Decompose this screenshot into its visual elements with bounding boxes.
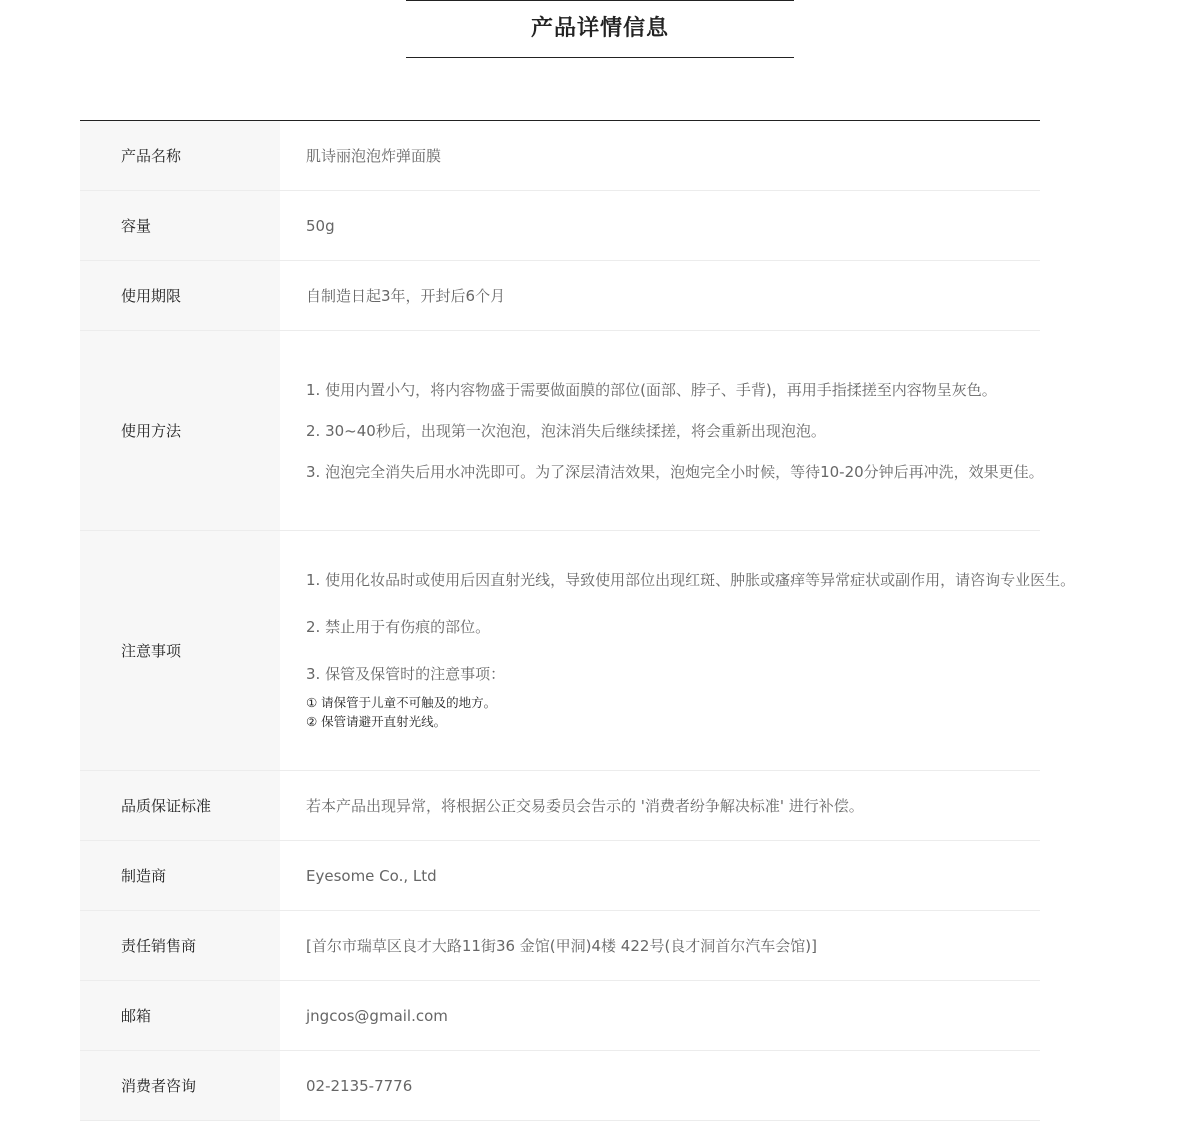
- spec-row-quality-standard: [80, 771, 1040, 841]
- storage-note: ② 保管请避开直射光线。: [306, 714, 447, 729]
- spec-row-precautions: [80, 531, 1076, 771]
- spec-value: 肌诗丽泡泡炸弹面膜: [306, 147, 442, 165]
- spec-value: [首尔市瑞草区良才大路11街36 金馆(甲洞)4楼 422号(良才洞首尔汽车会馆)]: [306, 937, 817, 955]
- spec-row-distributor: [80, 911, 1040, 981]
- spec-label: 使用期限: [80, 261, 280, 330]
- spec-value: Eyesome Co., Ltd: [306, 866, 437, 885]
- spec-value: [280, 531, 1075, 770]
- spec-value: 02-2135-7776: [306, 1076, 413, 1095]
- spec-row-manufacturer: [80, 841, 1040, 911]
- spec-value: [280, 331, 1044, 530]
- spec-label: 使用方法: [80, 331, 280, 530]
- spec-label: 容量: [80, 191, 280, 260]
- precaution-item: 3. 保管及保管时的注意事项：: [306, 665, 506, 683]
- usage-step: 2. 30~40秒后，出现第一次泡泡，泡沫消失后继续揉搓，将会重新出现泡泡。: [306, 421, 826, 440]
- spec-row-capacity: [80, 191, 1040, 261]
- usage-step: 3. 泡泡完全消失后用水冲洗即可。为了深层清洁效果，泡炮完全小时候，等待10-20分钟后再冲洗，效果更佳。: [306, 462, 1044, 481]
- spec-label: 品质保证标准: [80, 771, 280, 840]
- usage-steps: [306, 380, 1044, 482]
- spec-value: 若本产品出现异常，将根据公正交易委员会告示的 '消费者纷争解决标准' 进行补偿。: [306, 797, 864, 815]
- precaution-item: 2. 禁止用于有伤痕的部位。: [306, 618, 491, 636]
- spec-label: 制造商: [80, 841, 280, 910]
- product-spec-table: [80, 120, 1076, 1121]
- spec-row-email: [80, 981, 1040, 1051]
- spec-label: 邮箱: [80, 981, 280, 1050]
- precaution-list: [306, 570, 1075, 731]
- spec-value: jngcos@gmail.com: [306, 1006, 448, 1025]
- spec-value: 自制造日起3年，开封后6个月: [306, 287, 506, 305]
- storage-note: ① 请保管于儿童不可触及的地方。: [306, 695, 497, 710]
- spec-label: 责任销售商: [80, 911, 280, 980]
- spec-row-shelf-life: [80, 261, 1040, 331]
- page-title: 产品详情信息: [530, 16, 669, 41]
- spec-row-usage: [80, 331, 1044, 531]
- spec-row-product-name: [80, 121, 1040, 191]
- spec-label: 注意事项: [80, 531, 280, 770]
- spec-label: 产品名称: [80, 121, 280, 190]
- spec-row-consumer-hotline: [80, 1051, 1040, 1121]
- spec-label: 消费者咨询: [80, 1051, 280, 1120]
- spec-value: 50g: [306, 216, 335, 235]
- usage-step: 1. 使用内置小勺，将内容物盛于需要做面膜的部位(面部、脖子、手背)，再用手指揉搓至内容物呈灰色。: [306, 380, 997, 399]
- precaution-item: 1. 使用化妆品时或使用后因直射光线，导致使用部位出现红斑、肿胀或瘙痒等异常症状或副作用，请咨询专业医生。: [306, 571, 1076, 589]
- storage-notes: [306, 693, 1075, 731]
- page-header: [406, 0, 794, 58]
